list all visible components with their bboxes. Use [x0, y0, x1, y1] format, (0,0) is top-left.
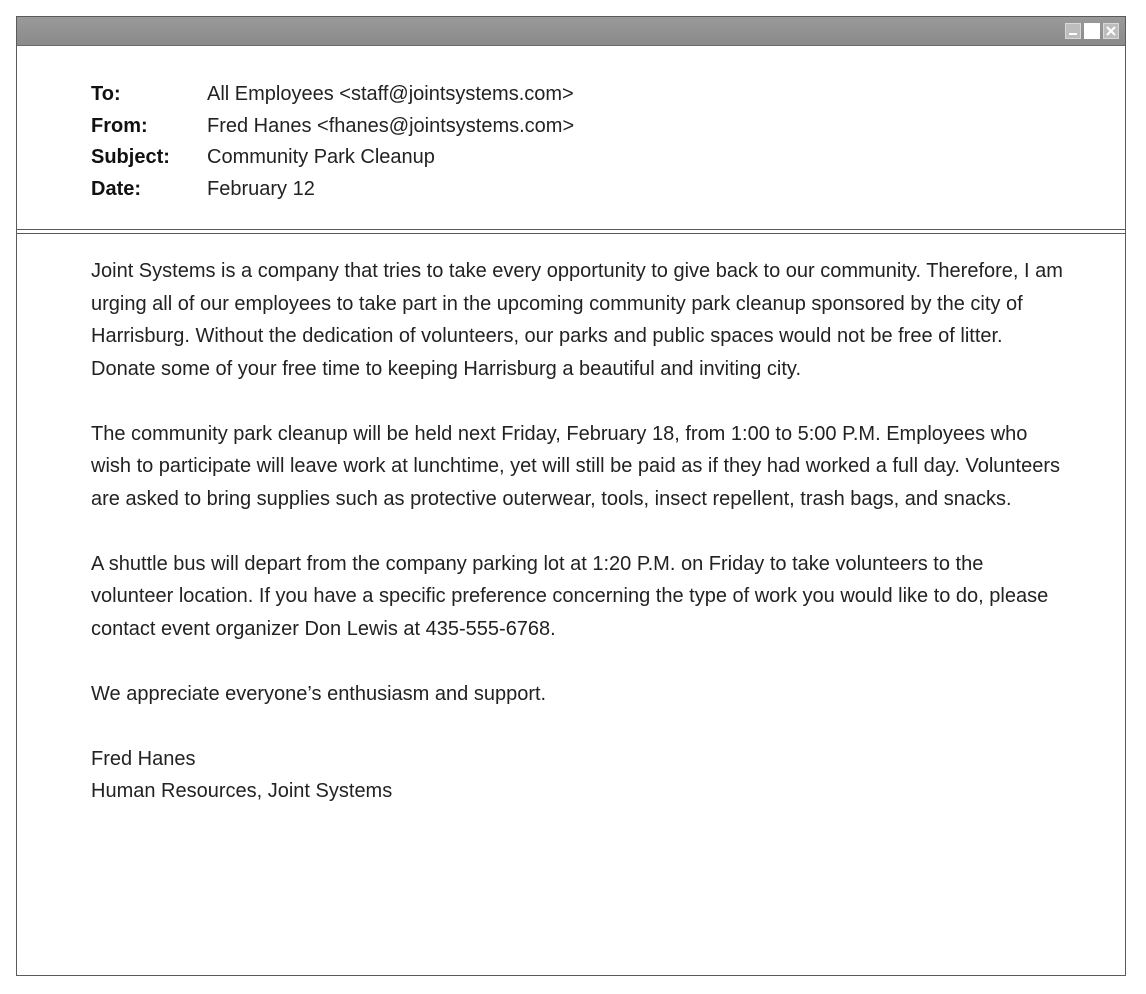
email-window — [16, 16, 1126, 976]
date-value: February 12 — [207, 177, 315, 200]
maximize-icon[interactable] — [1084, 23, 1100, 39]
from-value: Fred Hanes <fhanes@jointsystems.com> — [207, 114, 575, 137]
signature-name: Fred Hanes — [91, 747, 196, 770]
to-label: To: — [91, 83, 121, 105]
subject-value: Community Park Cleanup — [207, 146, 435, 168]
body-paragraph: Joint Systems is a company that tries to take every opportunity to give back to our community. Therefore, I am urging all of our employees to take part in the upcoming community park cleanup sponsored by the city of Harrisburg. Without the dedication of volunteers, our parks and public spaces would not be free of litter. Donate some of your free time to keeping Harrisburg a beautiful and inviting city. — [91, 260, 1063, 380]
signature-title: Human Resources, Joint Systems — [91, 780, 393, 802]
title-bar[interactable] — [17, 17, 1125, 46]
body-paragraph: A shuttle bus will depart from the company parking lot at 1:20 P.M. on Friday to take volunteers to the volunteer location. If you have a specific preference concerning the type of work you would like to do, please contact event organizer Don Lewis at 435-555-6768. — [91, 552, 1049, 640]
header-divider — [17, 229, 1125, 234]
close-icon[interactable] — [1103, 23, 1119, 39]
window-controls — [1065, 23, 1119, 39]
body-paragraph: We appreciate everyone’s enthusiasm and support. — [91, 682, 547, 705]
from-label: From: — [91, 114, 148, 137]
subject-row — [91, 142, 574, 174]
email-header — [91, 79, 574, 205]
email-body — [91, 255, 1071, 808]
body-paragraph: The community park cleanup will be held next Friday, February 18, from 1:00 to 5:00 P.M. Employees who wish to participate will leave work at lunchtime, yet will still be paid as if they had worked a full day. Volunteers are asked to bring supplies such as protective outerwear, tools, insect repellent, trash bags, and snacks. — [91, 422, 1060, 510]
signature — [91, 743, 1071, 808]
date-row — [91, 174, 574, 206]
minimize-icon[interactable] — [1065, 23, 1081, 39]
subject-label: Subject: — [91, 146, 170, 168]
from-row — [91, 111, 574, 143]
to-row — [91, 79, 574, 111]
date-label: Date: — [91, 177, 142, 200]
to-value: All Employees <staff@jointsystems.com> — [207, 83, 574, 105]
